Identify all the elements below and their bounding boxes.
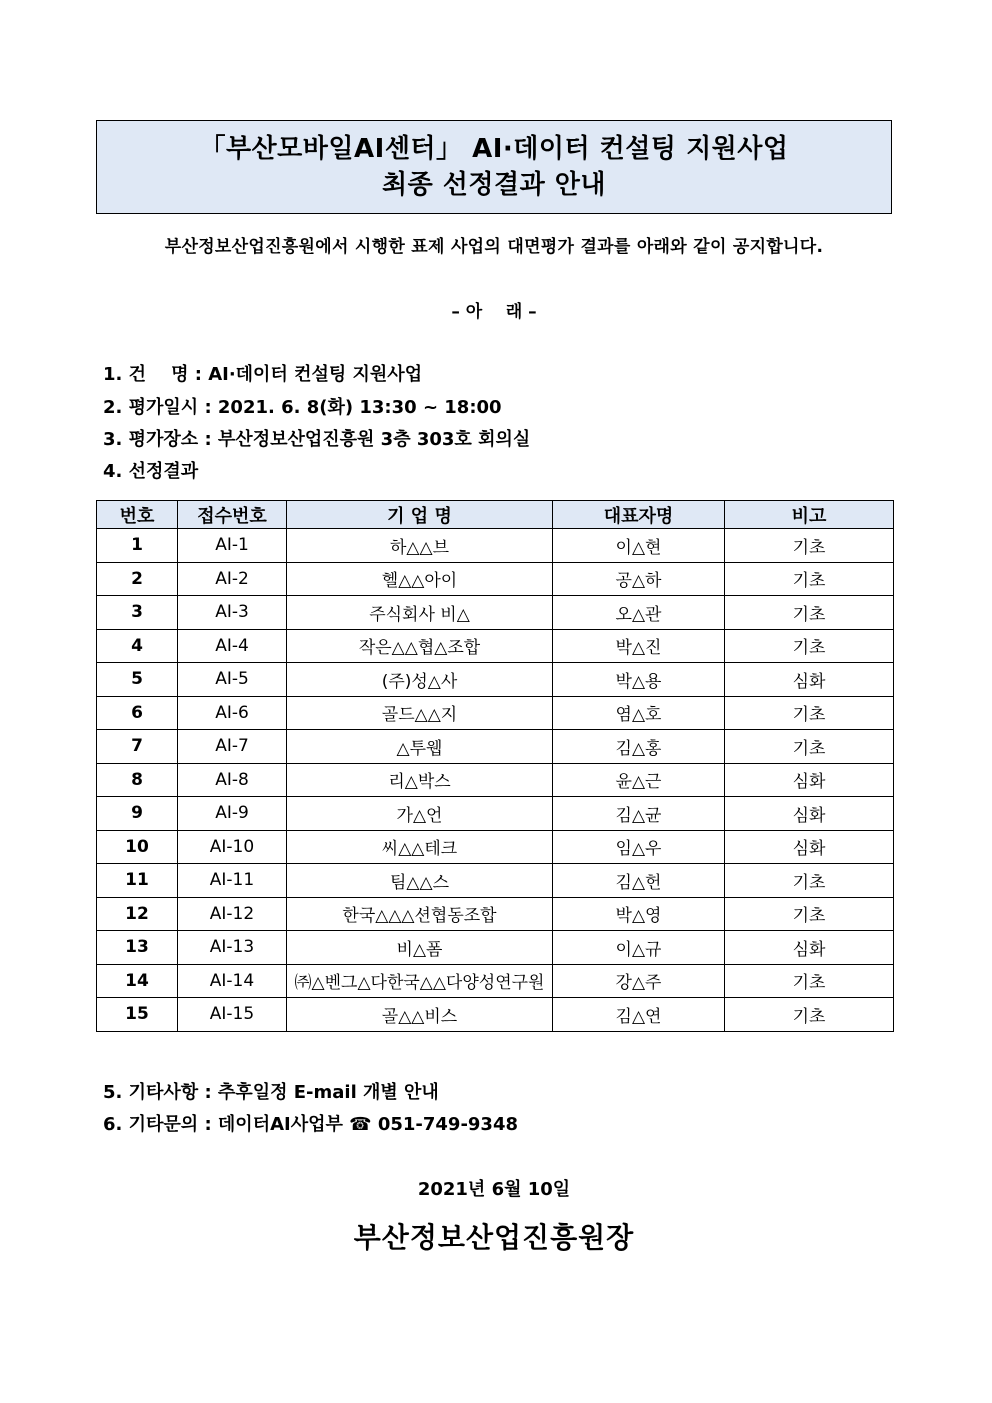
cell-remarks: 기초 xyxy=(725,596,894,630)
header-representative: 대표자명 xyxy=(553,501,725,529)
cell-remarks: 기초 xyxy=(725,696,894,730)
header-remarks: 비고 xyxy=(725,501,894,529)
cell-company-name: 한국△△△션협동조합 xyxy=(287,897,553,931)
cell-receipt-number: AI-14 xyxy=(178,964,287,998)
cell-representative: 김△균 xyxy=(553,797,725,831)
cell-company-name: (주)성△사 xyxy=(287,663,553,697)
cell-receipt-number: AI-9 xyxy=(178,797,287,831)
cell-remarks: 기초 xyxy=(725,864,894,898)
cell-company-name: 리△박스 xyxy=(287,763,553,797)
header-receipt-number: 접수번호 xyxy=(178,501,287,529)
cell-number: 3 xyxy=(97,596,178,630)
item-selection-result: 4. 선정결과 xyxy=(103,461,199,482)
cell-company-name: 씨△△테크 xyxy=(287,830,553,864)
table-row xyxy=(97,797,894,831)
cell-receipt-number: AI-13 xyxy=(178,931,287,965)
item-contact: 6. 기타문의 : 데이터AI사업부 ☎ 051-749-9348 xyxy=(103,1114,519,1135)
table-row xyxy=(97,830,894,864)
cell-company-name: 가△언 xyxy=(287,797,553,831)
table-row xyxy=(97,931,894,965)
table-row xyxy=(97,562,894,596)
table-row xyxy=(97,730,894,764)
title-box xyxy=(96,120,892,214)
cell-remarks: 기초 xyxy=(725,897,894,931)
cell-remarks: 기초 xyxy=(725,529,894,563)
cell-number: 14 xyxy=(97,964,178,998)
section-divider-text: – 아 래 – xyxy=(451,302,537,322)
table-row xyxy=(97,596,894,630)
cell-company-name: 팀△△스 xyxy=(287,864,553,898)
cell-representative: 박△진 xyxy=(553,629,725,663)
cell-representative: 김△헌 xyxy=(553,864,725,898)
cell-company-name: 주식회사 비△ xyxy=(287,596,553,630)
cell-remarks: 기초 xyxy=(725,998,894,1032)
selection-result-table xyxy=(96,500,894,1032)
table-row xyxy=(97,897,894,931)
cell-receipt-number: AI-4 xyxy=(178,629,287,663)
document-date: 2021년 6월 10일 xyxy=(417,1179,571,1200)
cell-receipt-number: AI-8 xyxy=(178,763,287,797)
cell-receipt-number: AI-2 xyxy=(178,562,287,596)
cell-company-name: 작은△△협△조합 xyxy=(287,629,553,663)
cell-representative: 박△영 xyxy=(553,897,725,931)
cell-company-name: ㈜△벤그△다한국△△다양성연구원 xyxy=(287,964,553,998)
cell-number: 15 xyxy=(97,998,178,1032)
cell-representative: 박△용 xyxy=(553,663,725,697)
table-row xyxy=(97,964,894,998)
cell-number: 2 xyxy=(97,562,178,596)
cell-representative: 윤△근 xyxy=(553,763,725,797)
cell-receipt-number: AI-1 xyxy=(178,529,287,563)
table-row xyxy=(97,763,894,797)
cell-company-name: 골드△△지 xyxy=(287,696,553,730)
cell-receipt-number: AI-12 xyxy=(178,897,287,931)
table-row xyxy=(97,663,894,697)
cell-number: 12 xyxy=(97,897,178,931)
cell-representative: 오△관 xyxy=(553,596,725,630)
cell-number: 10 xyxy=(97,830,178,864)
cell-number: 6 xyxy=(97,696,178,730)
cell-number: 9 xyxy=(97,797,178,831)
cell-remarks: 기초 xyxy=(725,964,894,998)
intro-text: 부산정보산업진흥원에서 시행한 표제 사업의 대면평가 결과를 아래와 같이 공지합니다. xyxy=(164,237,824,257)
cell-remarks: 심화 xyxy=(725,663,894,697)
table-row xyxy=(97,629,894,663)
cell-receipt-number: AI-5 xyxy=(178,663,287,697)
cell-representative: 염△호 xyxy=(553,696,725,730)
cell-receipt-number: AI-15 xyxy=(178,998,287,1032)
cell-receipt-number: AI-10 xyxy=(178,830,287,864)
header-number: 번호 xyxy=(97,501,178,529)
document-title-line2: 최종 선정결과 안내 xyxy=(381,170,607,200)
table-row xyxy=(97,998,894,1032)
cell-representative: 공△하 xyxy=(553,562,725,596)
cell-company-name: △투웹 xyxy=(287,730,553,764)
cell-receipt-number: AI-6 xyxy=(178,696,287,730)
cell-receipt-number: AI-7 xyxy=(178,730,287,764)
cell-company-name: 하△△브 xyxy=(287,529,553,563)
table-row xyxy=(97,696,894,730)
cell-number: 4 xyxy=(97,629,178,663)
item-other-notes: 5. 기타사항 : 추후일정 E-mail 개별 안내 xyxy=(103,1082,439,1103)
item-evaluation-place: 3. 평가장소 : 부산정보산업진흥원 3층 303호 회의실 xyxy=(103,429,531,450)
table-row xyxy=(97,529,894,563)
cell-number: 13 xyxy=(97,931,178,965)
table-header-row xyxy=(97,501,894,529)
cell-company-name: 골△△비스 xyxy=(287,998,553,1032)
cell-remarks: 심화 xyxy=(725,797,894,831)
signer-name: 부산정보산업진흥원장 xyxy=(353,1221,635,1254)
cell-representative: 김△홍 xyxy=(553,730,725,764)
cell-representative: 강△주 xyxy=(553,964,725,998)
item-evaluation-date: 2. 평가일시 : 2021. 6. 8(화) 13:30 ~ 18:00 xyxy=(103,397,502,418)
item-project-name: 1. 건 명 : AI·데이터 컨설팅 지원사업 xyxy=(103,364,423,385)
cell-company-name: 비△폼 xyxy=(287,931,553,965)
cell-company-name: 헬△△아이 xyxy=(287,562,553,596)
cell-remarks: 기초 xyxy=(725,629,894,663)
cell-number: 11 xyxy=(97,864,178,898)
cell-receipt-number: AI-11 xyxy=(178,864,287,898)
cell-representative: 이△규 xyxy=(553,931,725,965)
cell-number: 8 xyxy=(97,763,178,797)
cell-remarks: 심화 xyxy=(725,763,894,797)
cell-remarks: 심화 xyxy=(725,931,894,965)
cell-number: 7 xyxy=(97,730,178,764)
cell-number: 5 xyxy=(97,663,178,697)
cell-remarks: 기초 xyxy=(725,730,894,764)
cell-number: 1 xyxy=(97,529,178,563)
cell-remarks: 기초 xyxy=(725,562,894,596)
document-title-line1: 「부산모바일AI센터」 AI·데이터 컨설팅 지원사업 xyxy=(199,134,789,164)
cell-receipt-number: AI-3 xyxy=(178,596,287,630)
table-row xyxy=(97,864,894,898)
cell-remarks: 심화 xyxy=(725,830,894,864)
cell-representative: 임△우 xyxy=(553,830,725,864)
header-company-name: 기 업 명 xyxy=(287,501,553,529)
cell-representative: 이△현 xyxy=(553,529,725,563)
cell-representative: 김△연 xyxy=(553,998,725,1032)
